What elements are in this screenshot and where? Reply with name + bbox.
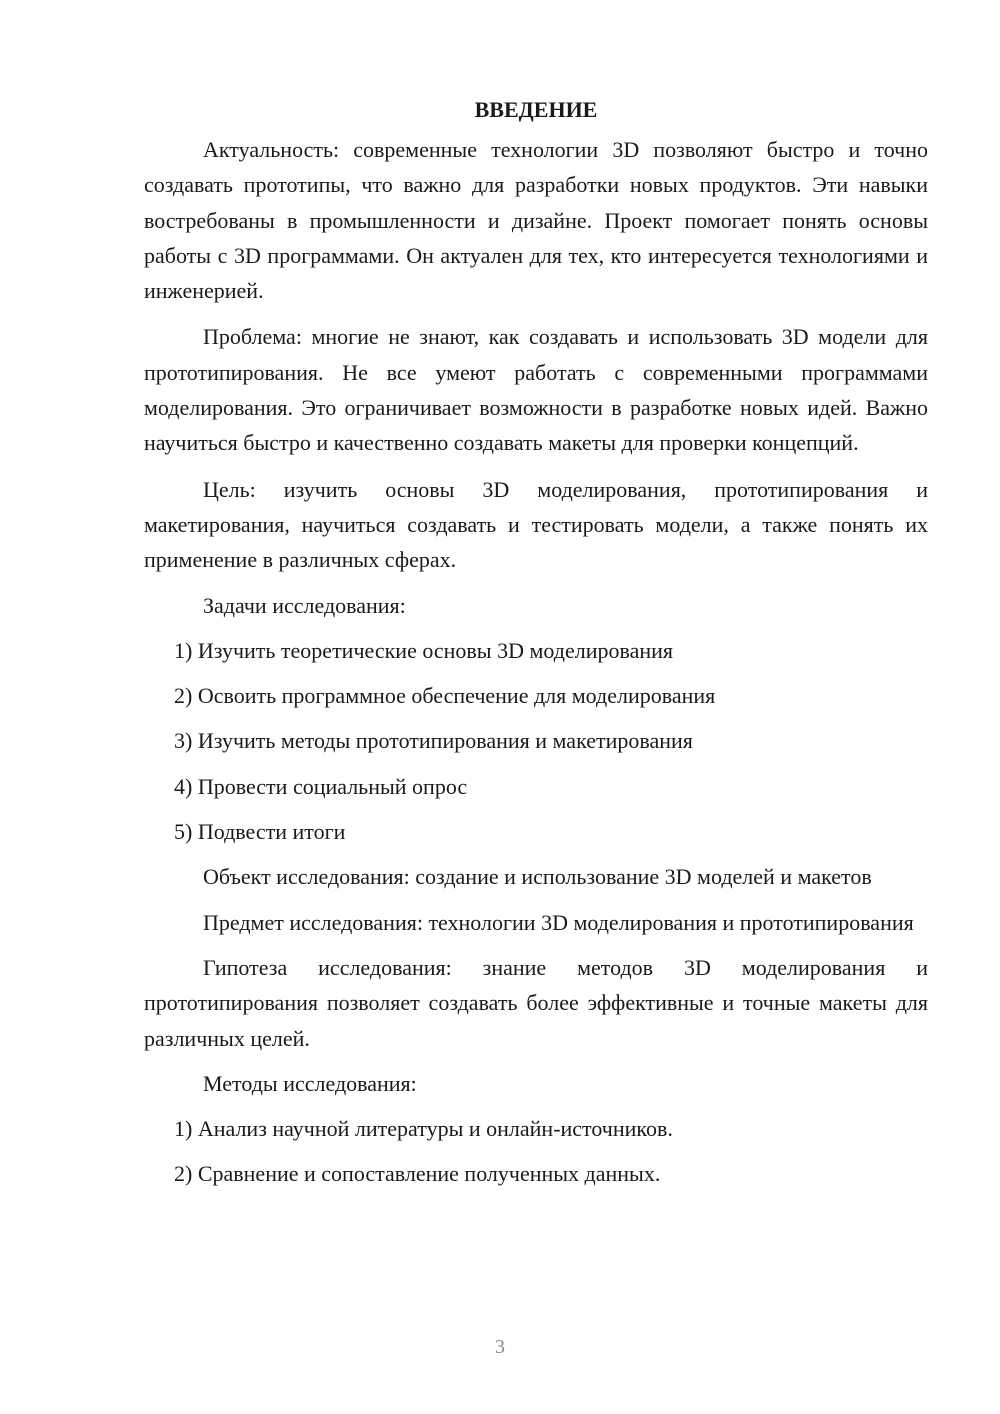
- page-number: 3: [495, 1336, 505, 1358]
- task-item: 1) Изучить теоретические основы 3D моделирования: [174, 637, 673, 663]
- method-item: 2) Сравнение и сопоставление полученных данных.: [174, 1161, 661, 1187]
- task-item: 3) Изучить методы прототипирования и макетирования: [174, 728, 693, 754]
- document-page: [144, 92, 928, 1192]
- relevance-paragraph: Актуальность: современные технологии 3D позволяют быстро и точно создавать прототипы, что важно для разработки новых продуктов. Эти навыки востребованы в промышленности и дизайне. Проект помогает понять основы работы с 3D программами. Он актуален для тех, кто интересуется технологиями и инженерией.: [144, 137, 928, 304]
- method-item: 1) Анализ научной литературы и онлайн-источников.: [174, 1116, 673, 1142]
- task-item: 4) Провести социальный опрос: [174, 773, 468, 799]
- task-item: 5) Подвести итоги: [174, 819, 346, 845]
- methods-heading: Методы исследования:: [203, 1070, 417, 1096]
- object-paragraph: Объект исследования: создание и использование 3D моделей и макетов: [203, 864, 872, 890]
- goal-paragraph: Цель: изучить основы 3D моделирования, прототипирования и макетирования, научиться создавать и тестировать модели, а также понять их применение в различных сферах.: [144, 476, 928, 573]
- tasks-heading: Задачи исследования:: [203, 592, 406, 618]
- problem-paragraph: Проблема: многие не знают, как создавать и использовать 3D модели для прототипирования. Не все умеют работать с современными программами моделирования. Это ограничивает возможности в разработке новых идей. Важно научиться быстро и качественно создавать макеты для проверки концепций.: [144, 324, 928, 456]
- section-title: ВВЕДЕНИЕ: [474, 97, 598, 122]
- hypothesis-paragraph: Гипотеза исследования: знание методов 3D моделирования и прототипирования позволяет создавать более эффективные и точные макеты для различных целей.: [144, 954, 928, 1051]
- subject-paragraph: Предмет исследования: технологии 3D моделирования и прототипирования: [203, 909, 914, 935]
- task-item: 2) Освоить программное обеспечение для моделирования: [174, 683, 716, 709]
